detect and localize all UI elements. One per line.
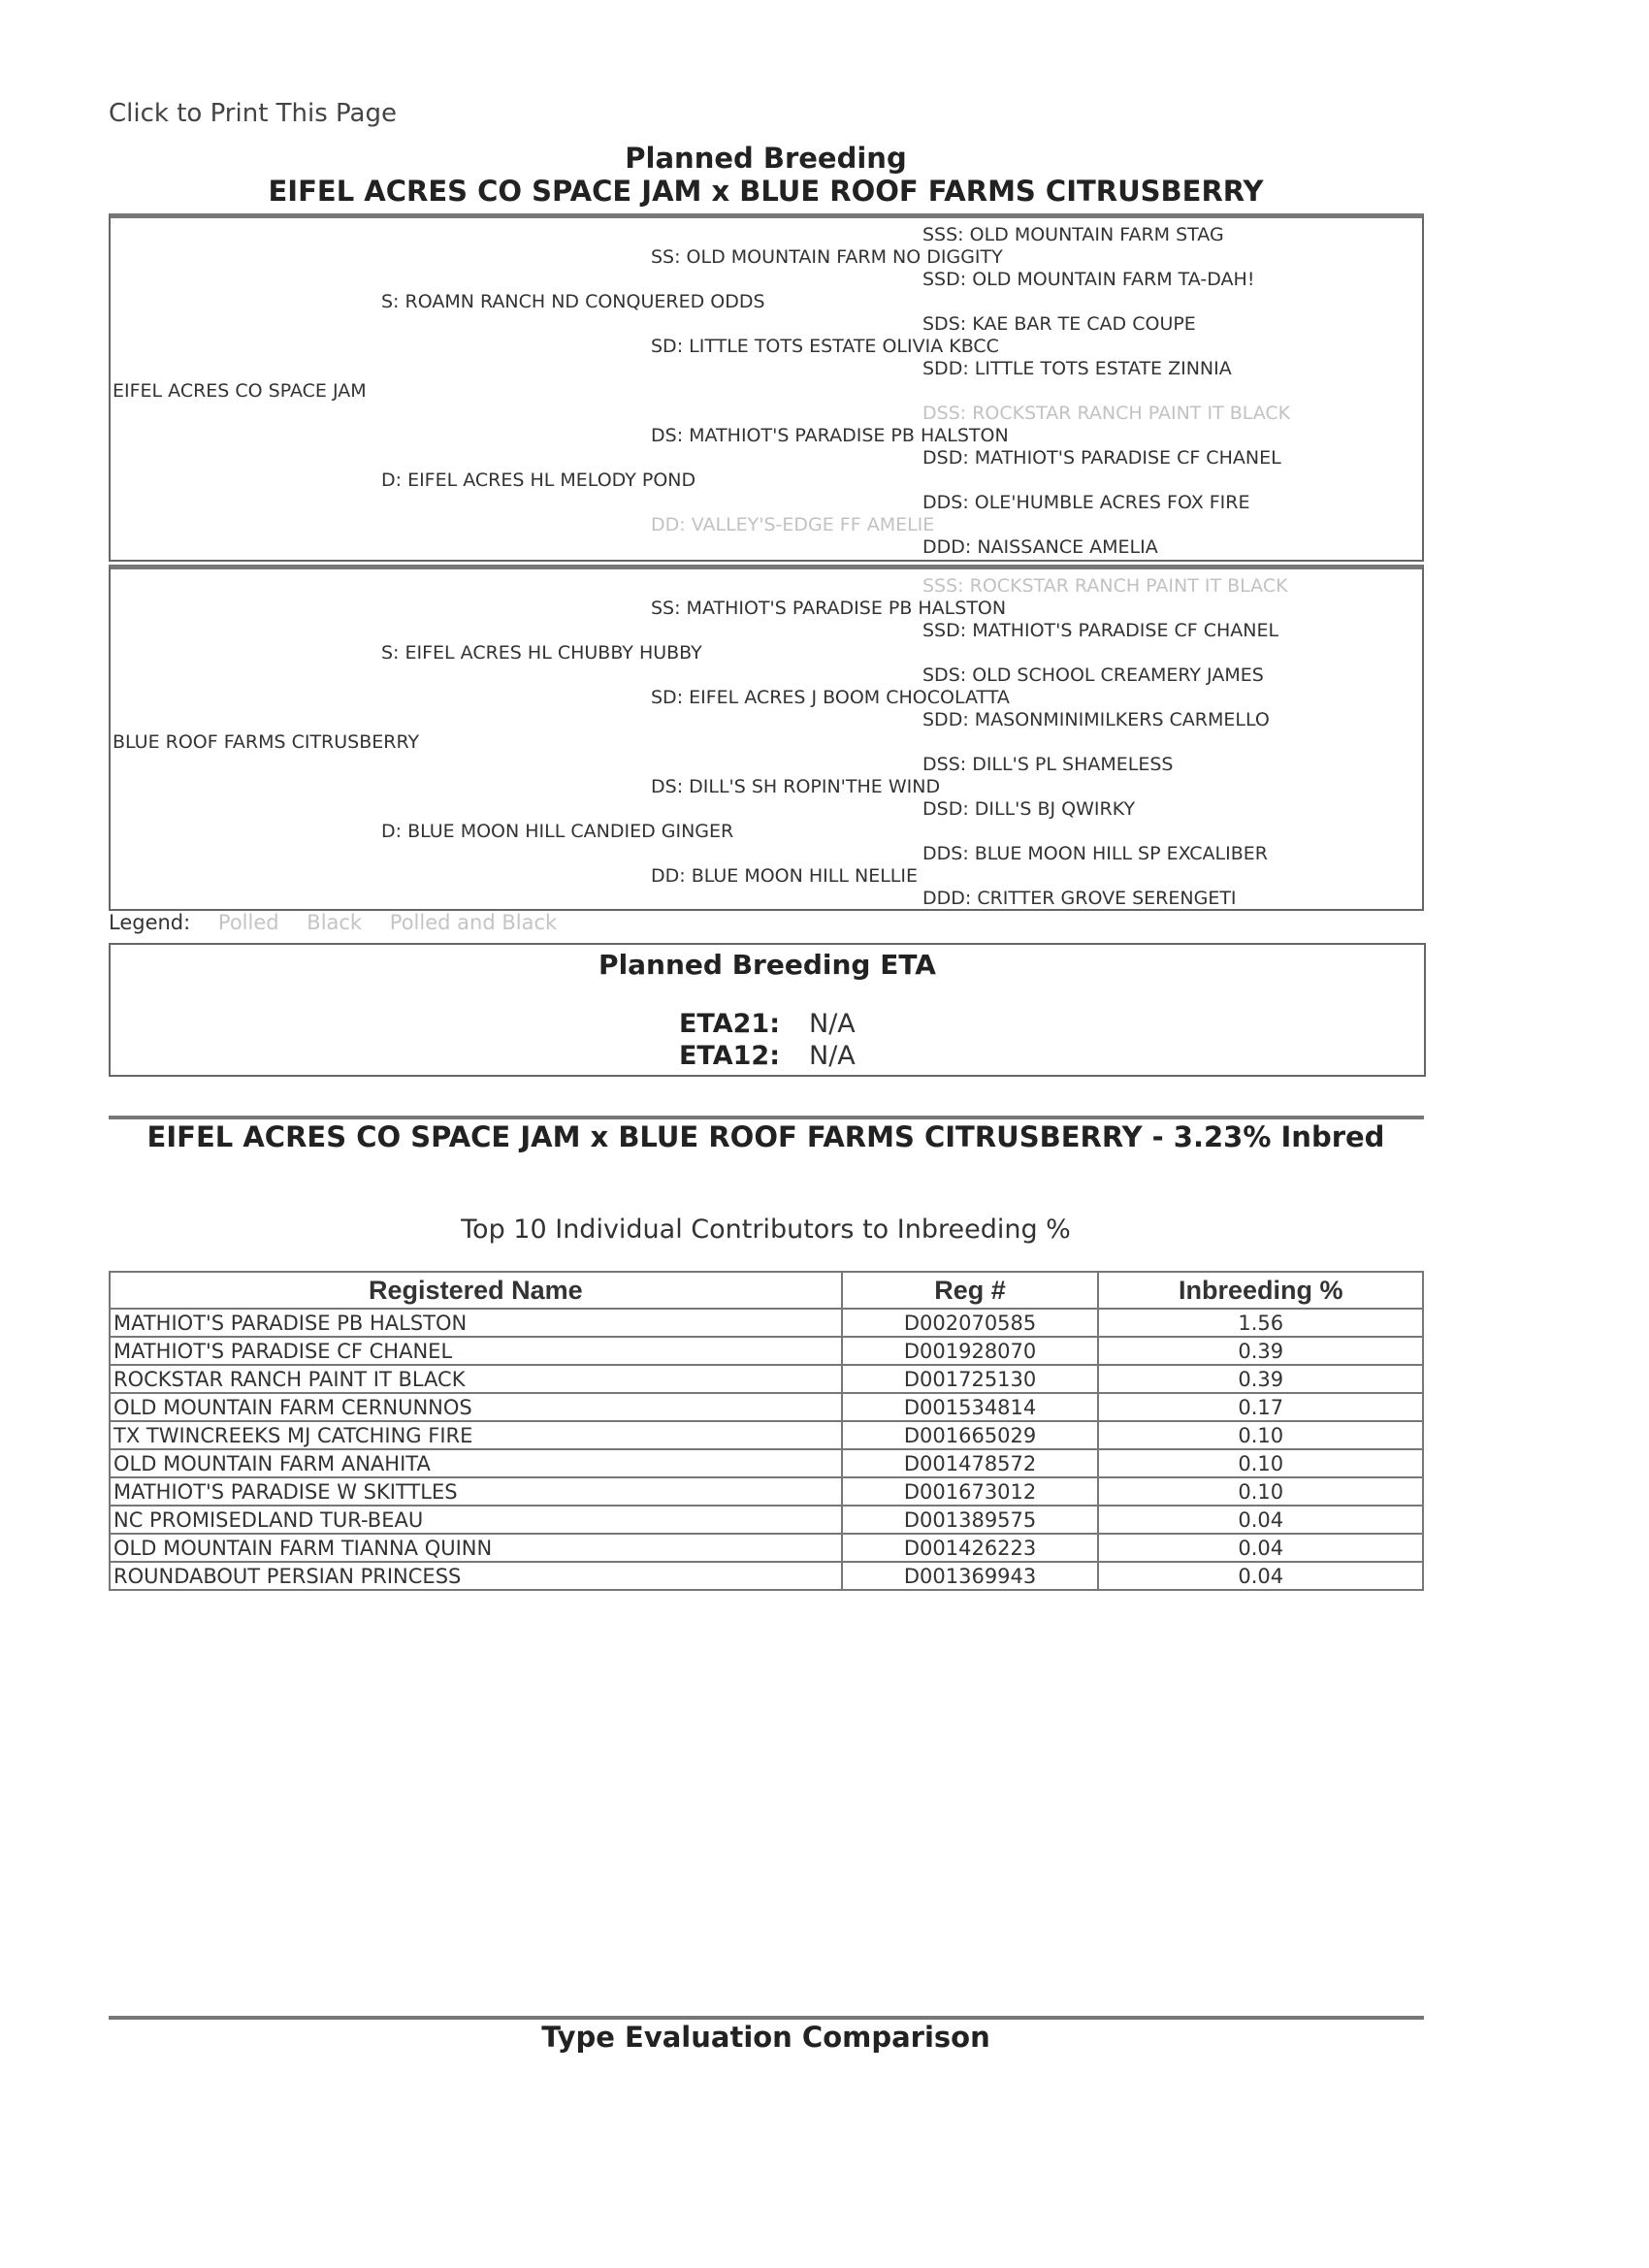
cell-name: NC PROMISEDLAND TUR-BEAU (110, 1506, 842, 1534)
cell-reg: D001426223 (842, 1534, 1099, 1562)
cell-reg: D001534814 (842, 1393, 1099, 1421)
legend-item-black: Black (307, 911, 363, 934)
print-page-link[interactable]: Click to Print This Page (109, 99, 397, 128)
pedigree-d: D: BLUE MOON HILL CANDIED GINGER (381, 821, 734, 842)
table-header-row (110, 1272, 1423, 1309)
cell-name: OLD MOUNTAIN FARM ANAHITA (110, 1449, 842, 1477)
cell-name: MATHIOT'S PARADISE W SKITTLES (110, 1477, 842, 1506)
cell-reg: D001673012 (842, 1477, 1099, 1506)
cell-name: ROUNDABOUT PERSIAN PRINCESS (110, 1562, 842, 1590)
legend (109, 911, 578, 934)
table-row (110, 1421, 1423, 1449)
pedigree-dss: DSS: ROCKSTAR RANCH PAINT IT BLACK (922, 403, 1291, 424)
inbreeding-title: EIFEL ACRES CO SPACE JAM x BLUE ROOF FARMS CITRUSBERRY - 3.23% Inbred (146, 1120, 1385, 1153)
cell-inbreeding: 1.56 (1098, 1309, 1423, 1337)
eta-title: Planned Breeding ETA (598, 949, 936, 981)
cell-inbreeding: 0.04 (1098, 1562, 1423, 1590)
contributors-table (109, 1271, 1424, 1591)
pedigree-dds: DDS: OLE'HUMBLE ACRES FOX FIRE (922, 492, 1250, 513)
pedigree-dds: DDS: BLUE MOON HILL SP EXCALIBER (922, 843, 1268, 864)
pedigree-s: S: ROAMN RANCH ND CONQUERED ODDS (381, 291, 765, 312)
eta12-value: N/A (809, 1041, 856, 1071)
pedigree-s: S: EIFEL ACRES HL CHUBBY HUBBY (381, 642, 702, 664)
table-row (110, 1393, 1423, 1421)
cell-name: MATHIOT'S PARADISE CF CHANEL (110, 1337, 842, 1365)
cell-reg: D001478572 (842, 1449, 1099, 1477)
pedigree-dd: DD: VALLEY'S-EDGE FF AMELIE (651, 514, 935, 535)
pedigree-ssd: SSD: MATHIOT'S PARADISE CF CHANEL (922, 620, 1279, 641)
divider (109, 2016, 1424, 2020)
dam-pedigree-box (109, 565, 1424, 911)
cell-reg: D001725130 (842, 1365, 1099, 1393)
pedigree-sds: SDS: OLD SCHOOL CREAMERY JAMES (922, 664, 1264, 686)
contributors-title: Top 10 Individual Contributors to Inbreeding % (461, 1215, 1071, 1245)
pedigree-animal: BLUE ROOF FARMS CITRUSBERRY (113, 731, 420, 753)
pedigree-sdd: SDD: MASONMINIMILKERS CARMELLO (922, 709, 1270, 730)
cell-inbreeding: 0.39 (1098, 1365, 1423, 1393)
cell-inbreeding: 0.39 (1098, 1337, 1423, 1365)
sire-pedigree-box (109, 213, 1424, 562)
pedigree-ssd: SSD: OLD MOUNTAIN FARM TA-DAH! (922, 269, 1255, 290)
cell-inbreeding: 0.17 (1098, 1393, 1423, 1421)
cell-reg: D001665029 (842, 1421, 1099, 1449)
cell-inbreeding: 0.10 (1098, 1477, 1423, 1506)
cell-inbreeding: 0.04 (1098, 1506, 1423, 1534)
pedigree-ds: DS: MATHIOT'S PARADISE PB HALSTON (651, 425, 1009, 446)
eta12-label: ETA12: (678, 1041, 780, 1071)
column-header-inbreeding: Inbreeding % (1098, 1272, 1423, 1309)
cell-inbreeding: 0.10 (1098, 1421, 1423, 1449)
cell-name: ROCKSTAR RANCH PAINT IT BLACK (110, 1365, 842, 1393)
pedigree-d: D: EIFEL ACRES HL MELODY POND (381, 470, 696, 491)
table-row (110, 1477, 1423, 1506)
pedigree-dss: DSS: DILL'S PL SHAMELESS (922, 754, 1174, 775)
eta21-value: N/A (809, 1009, 856, 1039)
pedigree-sss: SSS: ROCKSTAR RANCH PAINT IT BLACK (922, 575, 1288, 597)
pedigree-dsd: DSD: MATHIOT'S PARADISE CF CHANEL (922, 447, 1281, 469)
pedigree-ddd: DDD: CRITTER GROVE SERENGETI (922, 888, 1237, 909)
legend-label: Legend: (109, 911, 191, 934)
divider (109, 1116, 1424, 1119)
cell-name: MATHIOT'S PARADISE PB HALSTON (110, 1309, 842, 1337)
legend-item-polled: Polled (217, 911, 279, 934)
pedigree-ddd: DDD: NAISSANCE AMELIA (922, 536, 1158, 558)
cell-inbreeding: 0.10 (1098, 1449, 1423, 1477)
cell-name: OLD MOUNTAIN FARM TIANNA QUINN (110, 1534, 842, 1562)
pedigree-dsd: DSD: DILL'S BJ QWIRKY (922, 798, 1136, 820)
pedigree-sds: SDS: KAE BAR TE CAD COUPE (922, 313, 1196, 335)
cell-reg: D001389575 (842, 1506, 1099, 1534)
page-title: Planned Breeding (625, 142, 907, 175)
pedigree-dd: DD: BLUE MOON HILL NELLIE (651, 865, 918, 887)
cell-reg: D001928070 (842, 1337, 1099, 1365)
table-row (110, 1365, 1423, 1393)
pedigree-animal: EIFEL ACRES CO SPACE JAM (113, 380, 367, 402)
cell-name: TX TWINCREEKS MJ CATCHING FIRE (110, 1421, 842, 1449)
pedigree-sd: SD: LITTLE TOTS ESTATE OLIVIA KBCC (651, 336, 999, 357)
table-row (110, 1309, 1423, 1337)
column-header-name: Registered Name (110, 1272, 842, 1309)
pedigree-sdd: SDD: LITTLE TOTS ESTATE ZINNIA (922, 358, 1232, 379)
type-evaluation-title: Type Evaluation Comparison (541, 2021, 990, 2054)
pedigree-ss: SS: OLD MOUNTAIN FARM NO DIGGITY (651, 246, 1003, 268)
eta-box (109, 943, 1426, 1077)
table-row (110, 1534, 1423, 1562)
legend-item-polled-and-black: Polled and Black (389, 911, 558, 934)
table-row (110, 1562, 1423, 1590)
table-row (110, 1449, 1423, 1477)
column-header-reg: Reg # (842, 1272, 1099, 1309)
cell-inbreeding: 0.04 (1098, 1534, 1423, 1562)
pedigree-sd: SD: EIFEL ACRES J BOOM CHOCOLATTA (651, 687, 1010, 708)
breeding-pair-title: EIFEL ACRES CO SPACE JAM x BLUE ROOF FARMS CITRUSBERRY (268, 175, 1264, 208)
eta21-label: ETA21: (678, 1009, 780, 1039)
table-row (110, 1337, 1423, 1365)
pedigree-sss: SSS: OLD MOUNTAIN FARM STAG (922, 224, 1224, 245)
cell-reg: D002070585 (842, 1309, 1099, 1337)
cell-name: OLD MOUNTAIN FARM CERNUNNOS (110, 1393, 842, 1421)
pedigree-ds: DS: DILL'S SH ROPIN'THE WIND (651, 776, 941, 797)
pedigree-ss: SS: MATHIOT'S PARADISE PB HALSTON (651, 598, 1007, 619)
cell-reg: D001369943 (842, 1562, 1099, 1590)
table-row (110, 1506, 1423, 1534)
